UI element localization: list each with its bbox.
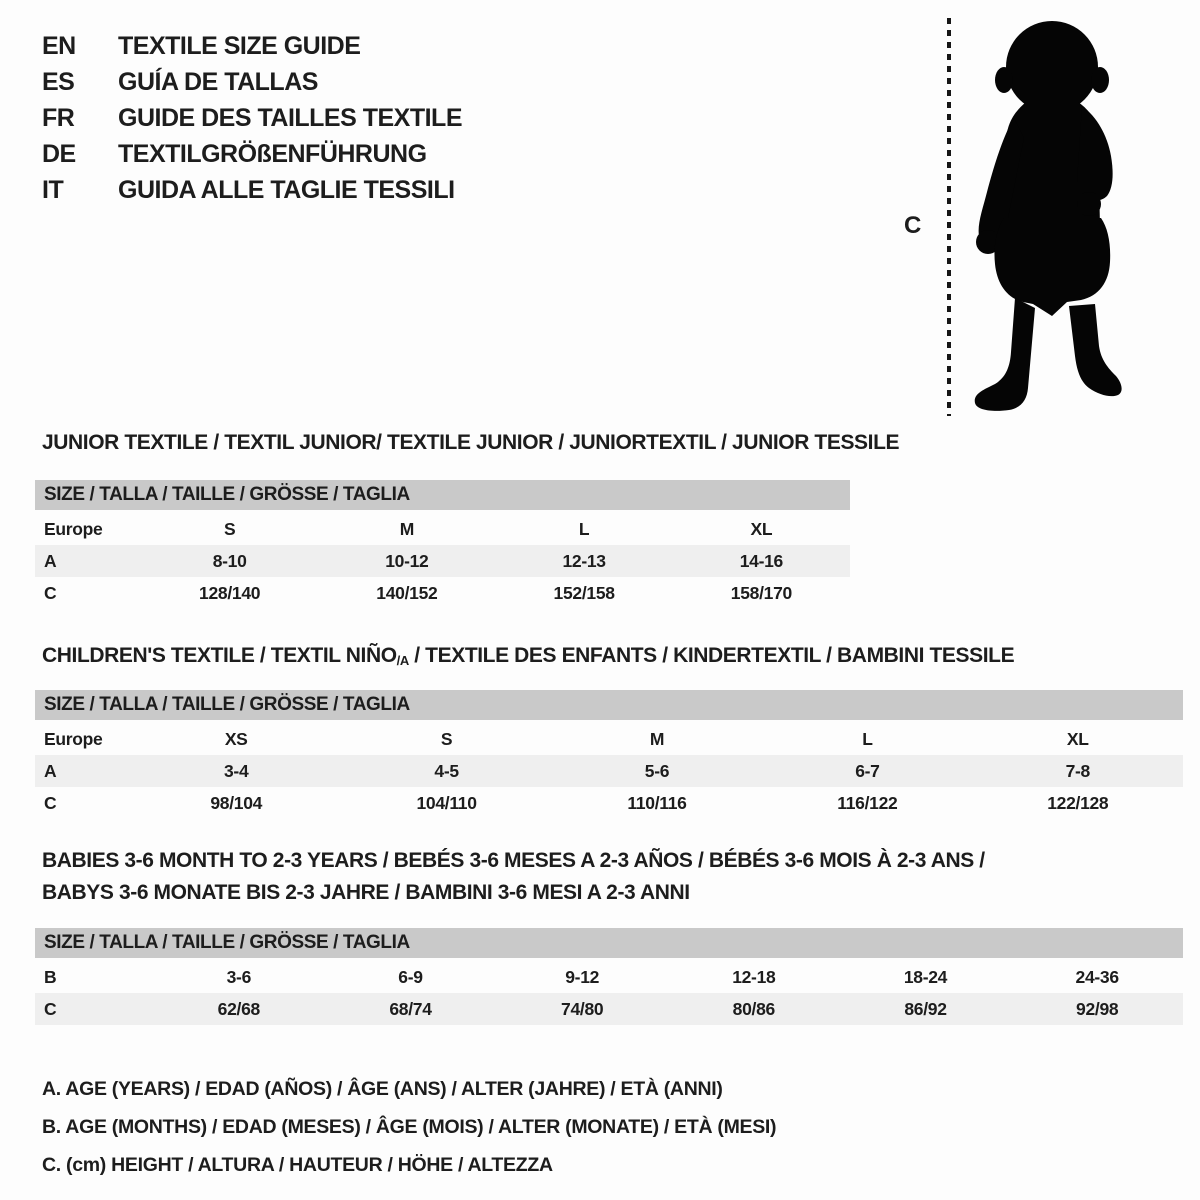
junior-size-table bbox=[35, 480, 850, 609]
value-cell: 122/128 bbox=[1047, 792, 1109, 813]
value-cell: 12-18 bbox=[732, 966, 776, 987]
value-cell: 7-8 bbox=[1065, 760, 1090, 781]
value-cell: 92/98 bbox=[1076, 998, 1119, 1019]
value-cell: 104/110 bbox=[416, 792, 477, 813]
children-age-row bbox=[35, 755, 1183, 787]
height-measure-label: C bbox=[904, 212, 922, 239]
children-title-subscript: /A bbox=[396, 653, 409, 668]
row-label: C bbox=[44, 792, 57, 813]
row-label: C bbox=[44, 998, 57, 1019]
value-cell: 4-5 bbox=[434, 760, 459, 781]
children-title-text: CHILDREN'S TEXTILE / TEXTIL NIÑO bbox=[42, 644, 397, 667]
value-cell: 24-36 bbox=[1075, 966, 1119, 987]
value-cell: 18-24 bbox=[903, 966, 948, 987]
value-cell: 98/104 bbox=[210, 792, 263, 813]
value-cell: 8-10 bbox=[212, 550, 247, 571]
language-row-es bbox=[42, 64, 462, 100]
value-cell: 140/152 bbox=[376, 582, 438, 603]
legend-line-c: C. (cm) HEIGHT / ALTURA / HAUTEUR / HÖHE / ALTEZZA bbox=[42, 1153, 553, 1176]
children-height-row bbox=[35, 787, 1183, 819]
children-section-title bbox=[42, 644, 1014, 668]
size-header-bar: SIZE / TALLA / TAILLE / GRÖSSE / TAGLIA bbox=[35, 690, 1183, 720]
value-cell: 110/116 bbox=[627, 792, 687, 813]
value-cell: 158/170 bbox=[730, 582, 792, 603]
value-cell: 3-4 bbox=[223, 760, 249, 781]
language-code: EN bbox=[42, 31, 76, 60]
language-label: GUIDE DES TAILLES TEXTILE bbox=[118, 103, 463, 132]
value-cell: 68/74 bbox=[389, 998, 432, 1019]
row-label: B bbox=[44, 966, 57, 987]
size-header-bar: SIZE / TALLA / TAILLE / GRÖSSE / TAGLIA bbox=[35, 928, 1183, 958]
value-cell: 10-12 bbox=[385, 550, 429, 571]
language-title-block bbox=[42, 28, 462, 208]
babies-title-line2: BABYS 3-6 MONATE BIS 2-3 JAHRE / BAMBINI 3-6 MESI A 2-3 ANNI bbox=[42, 881, 690, 904]
babies-months-row bbox=[35, 961, 1183, 993]
language-code: IT bbox=[42, 175, 64, 204]
language-label: TEXTILE SIZE GUIDE bbox=[118, 31, 361, 60]
value-cell: 74/80 bbox=[561, 998, 604, 1019]
language-label: GUÍA DE TALLAS bbox=[118, 67, 318, 96]
babies-section-title bbox=[42, 845, 985, 909]
baby-silhouette-icon bbox=[966, 20, 1138, 420]
value-cell: 9-12 bbox=[565, 966, 600, 987]
value-cell: 3-6 bbox=[226, 966, 252, 987]
row-label: A bbox=[44, 550, 57, 571]
language-code: ES bbox=[42, 67, 75, 96]
language-row-it bbox=[42, 172, 462, 208]
value-cell: 80/86 bbox=[732, 998, 775, 1019]
region-label: Europe bbox=[44, 518, 103, 539]
size-cell: M bbox=[399, 518, 415, 539]
size-cell: M bbox=[649, 728, 665, 749]
language-row-en bbox=[42, 28, 462, 64]
value-cell: 6-9 bbox=[398, 966, 423, 987]
region-label: Europe bbox=[44, 728, 103, 749]
size-cell: S bbox=[440, 728, 453, 749]
language-row-de bbox=[42, 136, 462, 172]
size-cell: L bbox=[862, 728, 873, 749]
children-size-table bbox=[35, 690, 1183, 819]
row-label: A bbox=[44, 760, 57, 781]
size-cell: XL bbox=[750, 518, 773, 539]
language-code: FR bbox=[42, 103, 75, 132]
value-cell: 12-13 bbox=[562, 550, 606, 571]
height-measure-dashed-line bbox=[947, 18, 951, 416]
value-cell: 86/92 bbox=[904, 998, 947, 1019]
value-cell: 116/122 bbox=[837, 792, 898, 813]
language-label: TEXTILGRÖßENFÜHRUNG bbox=[118, 139, 427, 168]
children-sizes-row bbox=[35, 723, 1183, 755]
size-cell: S bbox=[223, 518, 236, 539]
size-cell: XL bbox=[1066, 728, 1089, 749]
children-title-text: / TEXTILE DES ENFANTS / KINDERTEXTIL / BAMBINI TESSILE bbox=[408, 644, 1015, 667]
legend-block bbox=[42, 1070, 776, 1184]
junior-sizes-row bbox=[35, 513, 850, 545]
language-row-fr bbox=[42, 100, 462, 136]
language-code: DE bbox=[42, 139, 76, 168]
language-label: GUIDA ALLE TAGLIE TESSILI bbox=[118, 175, 455, 204]
junior-section-title: JUNIOR TEXTILE / TEXTIL JUNIOR/ TEXTILE JUNIOR / JUNIORTEXTIL / JUNIOR TESSILE bbox=[42, 431, 900, 454]
junior-age-row bbox=[35, 545, 850, 577]
babies-height-row bbox=[35, 993, 1183, 1025]
babies-title-line1: BABIES 3-6 MONTH TO 2-3 YEARS / BEBÉS 3-6 MESES A 2-3 AÑOS / BÉBÉS 3-6 MOIS À 2-3 ANS / bbox=[42, 849, 985, 872]
size-cell: L bbox=[578, 518, 590, 539]
value-cell: 14-16 bbox=[739, 550, 783, 571]
value-cell: 128/140 bbox=[199, 582, 261, 603]
legend-line-a: A. AGE (YEARS) / EDAD (AÑOS) / ÂGE (ANS) / ALTER (JAHRE) / ETÀ (ANNI) bbox=[42, 1077, 723, 1100]
babies-size-table bbox=[35, 928, 1183, 1025]
value-cell: 5-6 bbox=[644, 760, 670, 781]
value-cell: 152/158 bbox=[553, 582, 615, 603]
value-cell: 6-7 bbox=[855, 760, 880, 781]
junior-height-row bbox=[35, 577, 850, 609]
legend-line-b: B. AGE (MONTHS) / EDAD (MESES) / ÂGE (MOIS) / ALTER (MONATE) / ETÀ (MESI) bbox=[42, 1115, 777, 1138]
value-cell: 62/68 bbox=[217, 998, 260, 1019]
row-label: C bbox=[44, 582, 57, 603]
size-header-bar: SIZE / TALLA / TAILLE / GRÖSSE / TAGLIA bbox=[35, 480, 850, 510]
size-cell: XS bbox=[224, 728, 248, 749]
